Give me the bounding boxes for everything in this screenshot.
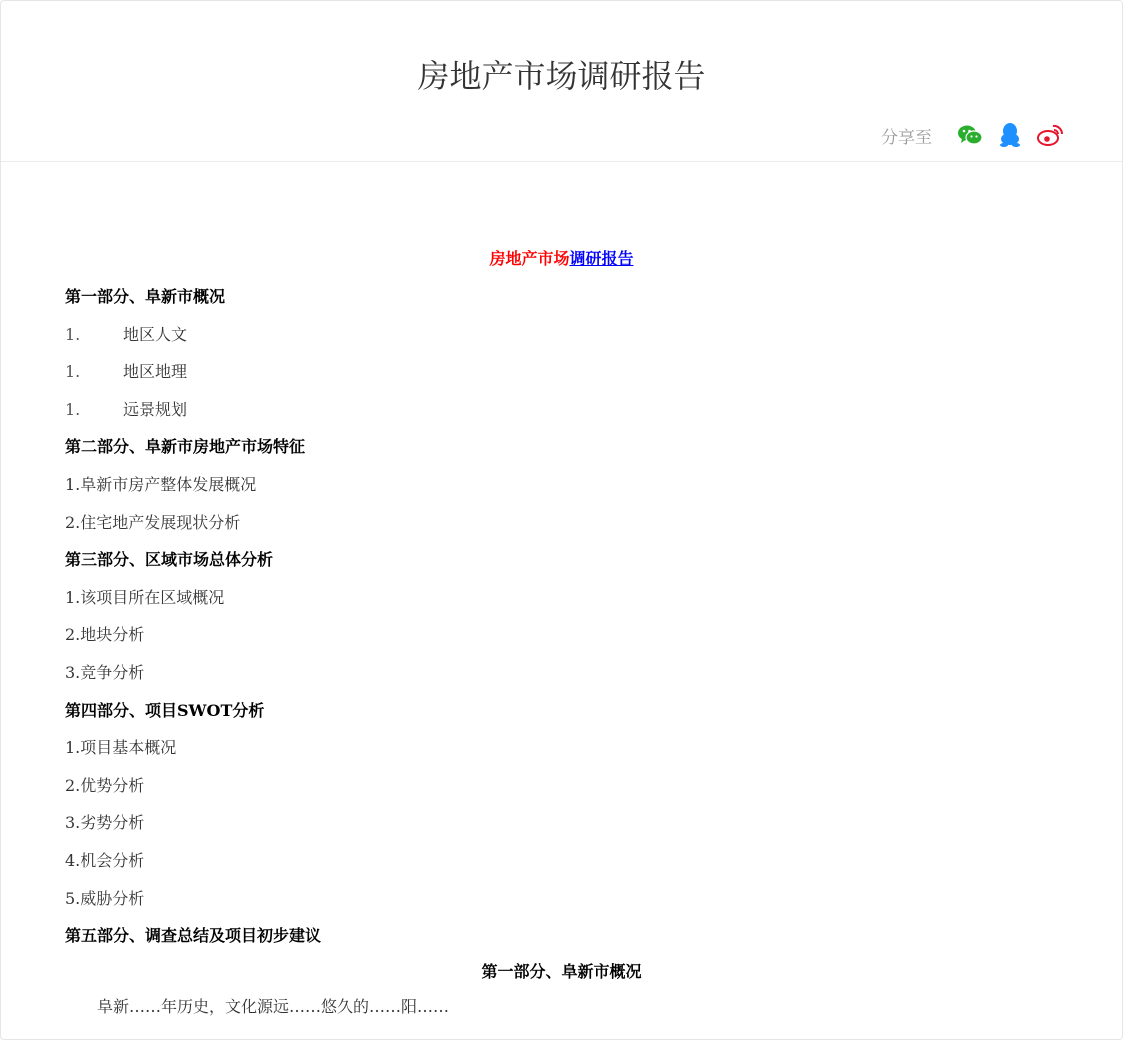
outline-item-label: 地区地理	[123, 362, 188, 382]
wechat-icon[interactable]	[956, 121, 984, 149]
article-header	[1, 1, 1122, 162]
outline-item: 3.竞争分析	[65, 663, 145, 682]
outline-item: 2.优势分析	[65, 775, 145, 795]
outline-part-heading: 第五部分、调查总结及项目初步建议	[65, 926, 322, 946]
document-title	[65, 246, 1058, 269]
outline-item	[65, 359, 187, 382]
outline-item-label: 远景规划	[123, 399, 188, 419]
qq-icon[interactable]	[996, 121, 1024, 149]
share-label: 分享至	[881, 127, 932, 148]
section-heading: 第一部分、阜新市概况	[481, 962, 642, 981]
outline-item: 2.地块分析	[65, 625, 145, 645]
outline-item: 1.项目基本概况	[65, 738, 177, 758]
outline-part-heading: 第三部分、区域市场总体分析	[65, 550, 274, 570]
outline-part-heading: 第二部分、阜新市房地产市场特征	[65, 437, 306, 457]
weibo-icon[interactable]	[1036, 121, 1064, 149]
outline-item-number: 1.	[65, 324, 81, 344]
outline-item	[65, 397, 187, 420]
outline-item: 5.威胁分析	[65, 888, 145, 908]
document-title-red: 房地产市场	[489, 249, 570, 268]
outline-item: 3.劣势分析	[65, 813, 145, 833]
share-bar	[881, 121, 1064, 149]
page-title: 房地产市场调研报告	[417, 57, 706, 95]
outline-part-heading: 第一部分、阜新市概况	[65, 287, 226, 306]
outline-item-number: 1.	[65, 399, 81, 419]
outline-item: 2.住宅地产发展现状分析	[65, 512, 241, 532]
outline-item	[65, 322, 187, 345]
outline-item: 4.机会分析	[65, 851, 145, 870]
outline-item: 1.阜新市房产整体发展概况	[65, 475, 257, 494]
body-paragraph-fragment: 阜新……年历史，文化源远……悠久的……阳……	[97, 997, 450, 1016]
outline-item: 1.该项目所在区域概况	[65, 587, 225, 607]
outline-item-label: 地区人文	[123, 324, 188, 344]
outline-item-number: 1.	[65, 362, 81, 382]
document-title-link[interactable]: 调研报告	[569, 249, 634, 268]
outline-part-heading: 第四部分、项目SWOT分析	[65, 700, 265, 720]
